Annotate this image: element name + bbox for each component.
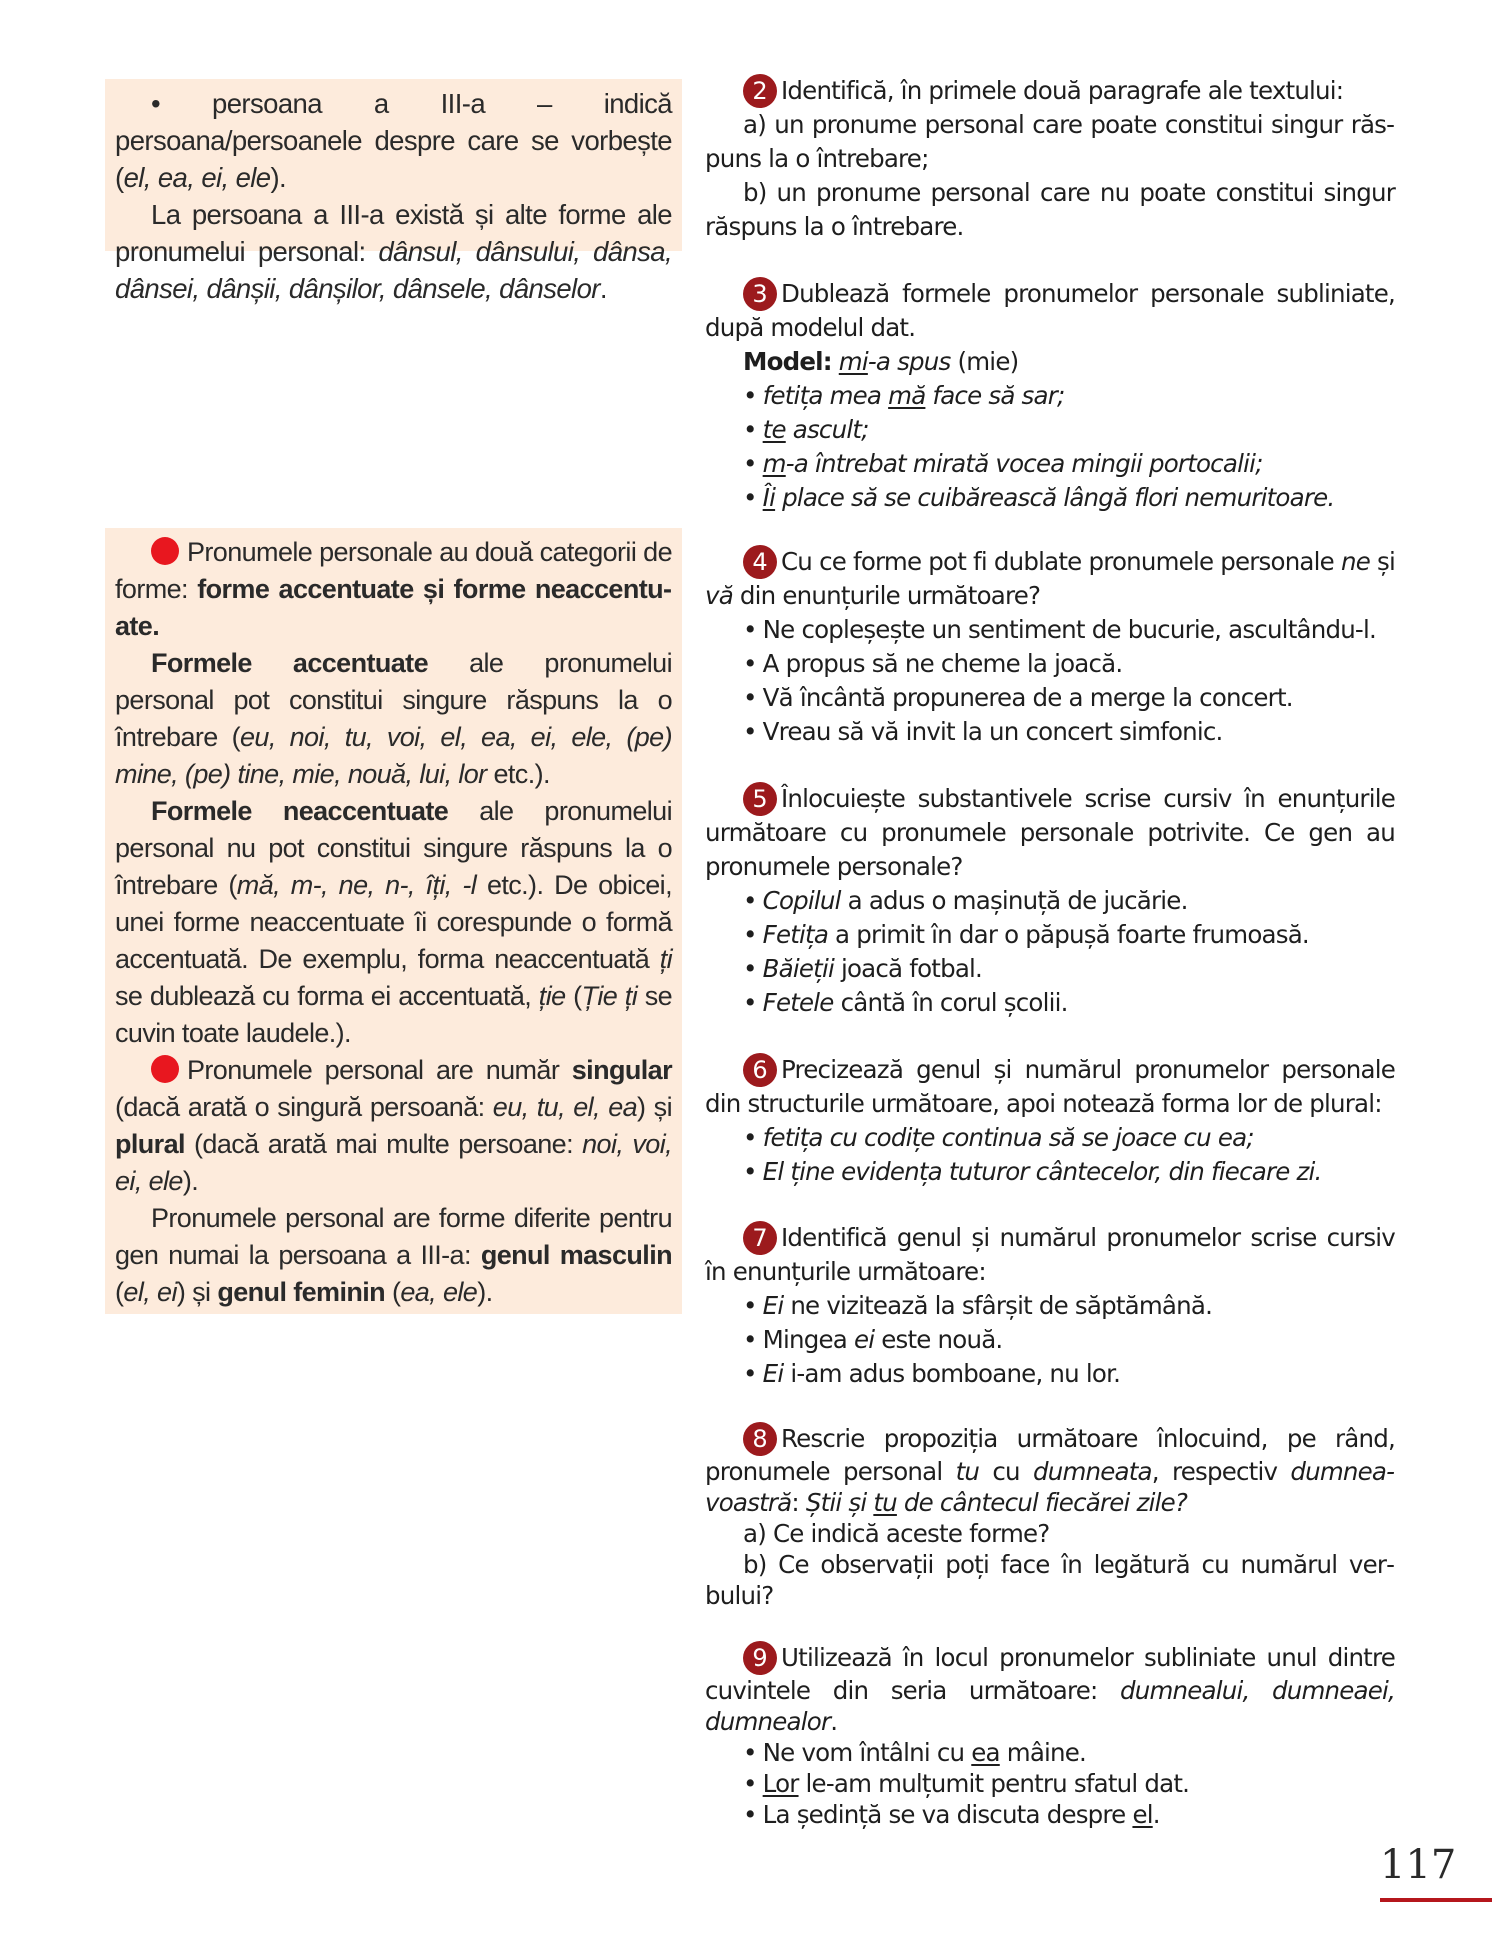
red-dot-icon	[151, 537, 179, 565]
exercise-8	[705, 1422, 1395, 1611]
exercise-4	[705, 545, 1395, 749]
exercise-5	[705, 782, 1395, 1020]
paragraph: Pronumele personale au două categorii de forme: forme accentuate și forme neaccentuate.	[115, 537, 673, 641]
exercise-number-badge: 5	[743, 782, 777, 816]
exercise-prompt: 9 Utilizează în locul pronumelor subliniate unul dintre cuvintele din seria următoare: dumnealui, dumneaei, dumnealor.	[705, 1643, 1395, 1736]
exercise-prompt: 4 Cu ce forme pot fi dublate pronumele personale ne și vă din enunțurile următoare?	[705, 547, 1395, 610]
exercise-3	[705, 277, 1395, 515]
list-item: • Vă încântă propunerea de a merge la concert.	[743, 683, 1293, 712]
exercise-prompt: 5 Înlocuiește substantivele scrise cursiv în enunțurile următoare cu pronumele personale potrivite. Ce gen au pronumele personale?	[705, 784, 1395, 881]
list-item: • m-a întrebat mirată vocea mingii portocalii;	[743, 449, 1263, 478]
exercise-number-badge: 8	[743, 1422, 777, 1456]
paragraph: Pronumele personal are număr singular (dacă arată o singură persoană: eu, tu, el, ea) și plural (dacă arată mai multe persoane: noi, voi, ei, ele).	[115, 1055, 672, 1196]
list-item: • Mingea ei este nouă.	[743, 1325, 1003, 1354]
exercise-prompt: 3 Dublează formele pronumelor personale subliniate, după modelul dat.	[705, 279, 1395, 342]
exercise-prompt: 2 Identifică, în primele două paragrafe ale textului:	[705, 74, 1395, 108]
list-item: • Fetița a primit în dar o păpușă foarte frumoasă.	[743, 920, 1309, 949]
list-item: • fetița mea mă face să sar;	[743, 381, 1065, 410]
sub-item: b) Ce observații poți face în legătură cu numărul verbului?	[705, 1550, 1395, 1610]
exercise-number-badge: 9	[743, 1641, 777, 1675]
sub-item: b) un pronume personal care nu poate constitui singur răspuns la o întrebare.	[705, 178, 1395, 241]
list-item: • El ține evidența tuturor cântecelor, din fiecare zi.	[743, 1157, 1322, 1186]
exercise-number-badge: 7	[743, 1221, 777, 1255]
list-item: • Ei ne vizitează la sfârșit de săptămână.	[743, 1291, 1213, 1320]
exercise-prompt: 7 Identifică genul și numărul pronumelor scrise cursiv în enunțurile următoare:	[705, 1223, 1395, 1286]
theory-box-third-person	[105, 79, 682, 304]
page-number-rule	[1380, 1898, 1492, 1902]
list-item: • Ei i-am adus bomboane, nu lor.	[743, 1359, 1121, 1388]
list-item: • Fetele cântă în corul școlii.	[743, 988, 1068, 1017]
list-item: • Vreau să vă invit la un concert simfonic.	[743, 717, 1223, 746]
paragraph: Pronumele personal are forme diferite pentru gen numai la persoana a III-a: genul masculin (el, ei) și genul feminin (ea, ele).	[115, 1203, 672, 1307]
page-number: 117	[1380, 1842, 1457, 1888]
sub-item: a) un pronume personal care poate constitui singur răspuns la o întrebare;	[705, 110, 1395, 173]
list-item: • Băieții joacă fotbal.	[743, 954, 983, 983]
list-item: • A propus să ne cheme la joacă.	[743, 649, 1123, 678]
paragraph: La persoana a III-a există și alte forme ale pronumelui personal: dânsul, dânsului, dânsa, dânsei, dânșii, dânșilor, dânsele, dânselor.	[115, 199, 672, 304]
list-item: • fetița cu codițe continua să se joace cu ea;	[743, 1123, 1254, 1152]
exercise-number-badge: 4	[743, 545, 777, 579]
list-item: • Îi place să se cuibărească lângă flori nemuritoare.	[743, 483, 1335, 512]
exercise-2	[705, 74, 1395, 244]
list-item: • Ne copleșește un sentiment de bucurie, ascultându-l.	[743, 615, 1376, 644]
exercise-number-badge: 6	[743, 1053, 777, 1087]
exercise-number-badge: 3	[743, 277, 777, 311]
red-dot-icon	[151, 1055, 179, 1083]
exercise-prompt: 8 Rescrie propoziția următoare înlocuind, pe rând, pronumele personal tu cu dumneata, respectiv dumneavoastră: Știi și tu de cântecul fiecărei zile?	[705, 1424, 1395, 1517]
theory-box-forms	[105, 528, 682, 1314]
paragraph: Formele neaccentuate ale pronumelui personal nu pot constitui singure răspuns la o întrebare (mă, m-, ne, n-, îți, -l etc.). De obicei, unei forme neaccentuate îi corespunde o formă accentuată. De exemplu, forma neaccentuată ți se dublează cu forma ei accentuată, ție (Ție ți se cuvin toate laudele.).	[115, 796, 673, 1048]
paragraph: Formele accentuate ale pronumelui personal pot constitui singure răspuns la o întrebare (eu, noi, tu, voi, el, ea, ei, ele, (pe) mine, (pe) tine, mie, nouă, lui, lor etc.).	[115, 648, 672, 789]
exercise-6	[705, 1053, 1395, 1189]
paragraph: • persoana a III-a – indică persoana/persoanele despre care se vorbește (el, ea, ei, ele).	[115, 88, 672, 193]
model-line: Model: mi-a spus (mie)	[743, 347, 1019, 376]
list-item: • La ședință se va discuta despre el.	[743, 1800, 1160, 1829]
exercise-prompt: 6 Precizează genul și numărul pronumelor personale din structurile următoare, apoi notează forma lor de plural:	[705, 1055, 1395, 1118]
list-item: • Ne vom întâlni cu ea mâine.	[743, 1738, 1087, 1767]
exercise-number-badge: 2	[743, 74, 777, 108]
list-item: • Lor le-am mulțumit pentru sfatul dat.	[743, 1769, 1190, 1798]
exercise-7	[705, 1221, 1395, 1391]
list-item: • te ascult;	[743, 415, 869, 444]
exercise-9	[705, 1641, 1395, 1830]
list-item: • Copilul a adus o mașinuță de jucărie.	[743, 886, 1188, 915]
sub-item: a) Ce indică aceste forme?	[743, 1519, 1050, 1548]
